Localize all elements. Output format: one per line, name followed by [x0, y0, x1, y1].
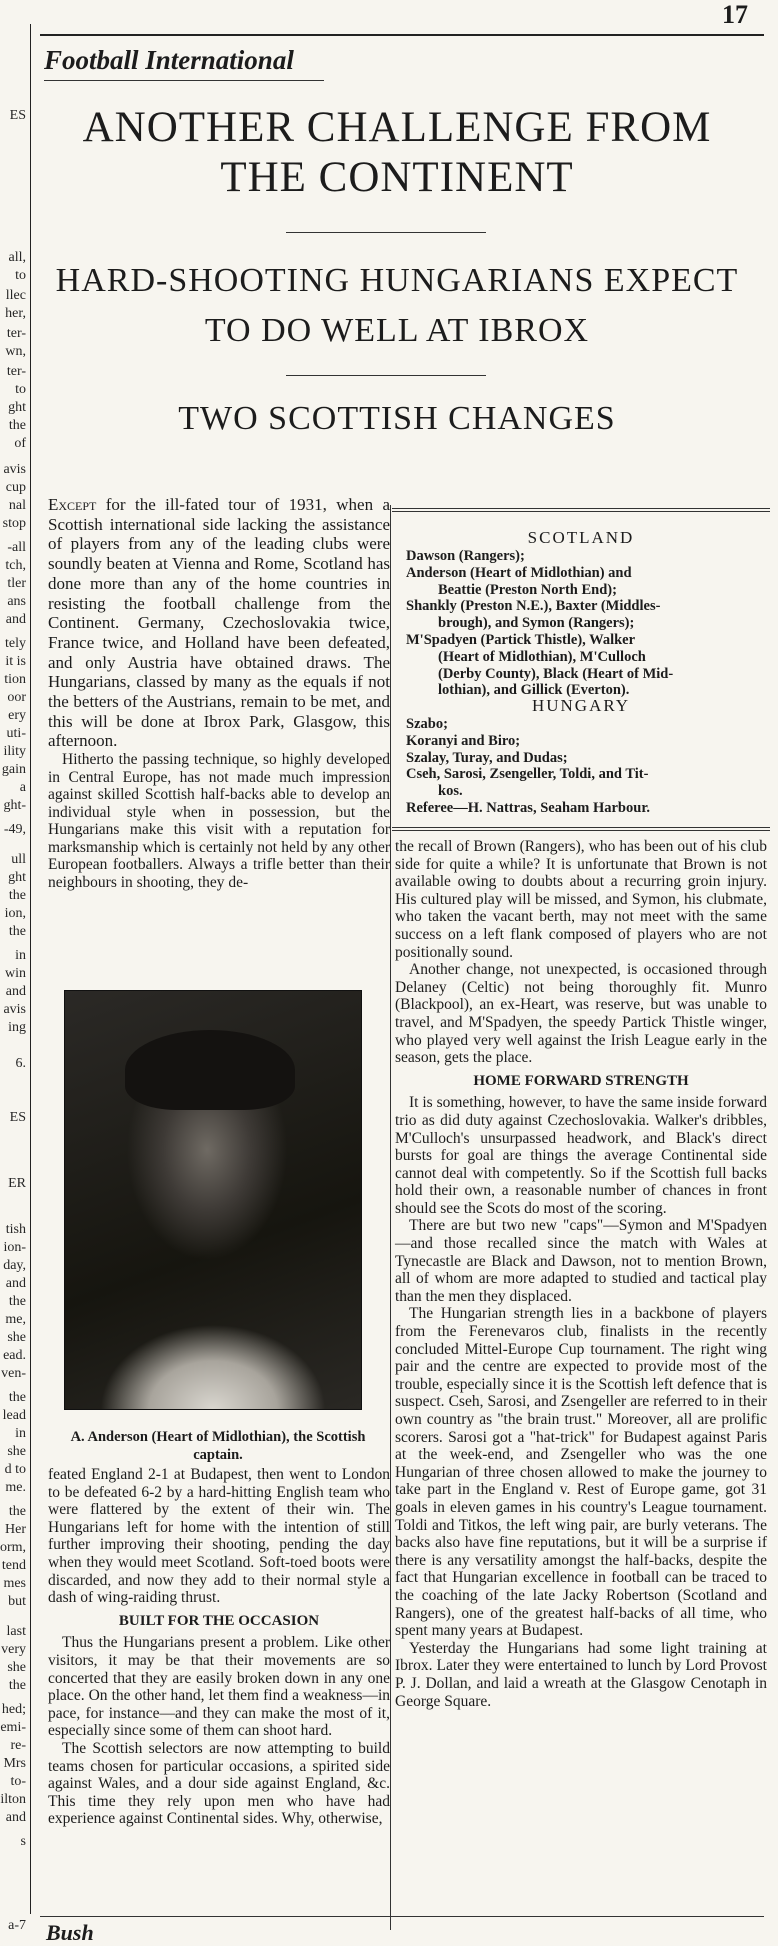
paragraph-recall-brown: the recall of Brown (Rangers), who has been out of his club side for quite a while? It is unfortunate that Brown is not available owing to doubts about a recurring groin injury. His cultured play will be missed, and Symon, his clubmate, who taken the vacant berth, may not meet with the same success on a left flank composed of players who are not positionally sound.: [395, 838, 767, 961]
margin-fragment: and: [5, 1276, 26, 1291]
margin-fragment: llec: [5, 288, 26, 303]
margin-fragment: hed;: [1, 1702, 26, 1717]
subhead-line-1: HARD-SHOOTING HUNGARIANS EXPECT: [55, 262, 739, 299]
paragraph-passing-technique: Hitherto the passing technique, so highly developed in Central Europe, has not made much impression against skilled Scottish half-backs able to develop an individual style when in possession, but the Hungarians make this visit with a reputation for marksmanship which is certainly not held by any other European footballers. Always a trifle better than their neighbours in shooting, they de-: [48, 751, 390, 891]
margin-fragment: very: [1, 1642, 26, 1657]
lineup-line: Szabo;: [406, 716, 448, 732]
margin-fragment: day,: [3, 1258, 26, 1273]
margin-fragment: orm,: [0, 1540, 26, 1555]
margin-fragment: ility: [3, 744, 26, 759]
lineup-line: brough), and Symon (Rangers);: [438, 615, 635, 632]
margin-fragment: ght: [8, 400, 26, 415]
top-rule: [40, 34, 764, 36]
margin-fragment: lead: [2, 1408, 26, 1423]
margin-fragment: and: [5, 984, 26, 999]
margin-fragment: the: [8, 1504, 26, 1519]
margin-fragment: ES: [9, 1110, 26, 1125]
margin-fragment: ter-: [6, 364, 26, 379]
next-article-fragment: Bush: [46, 1920, 94, 1945]
margin-fragment: the: [8, 1678, 26, 1693]
margin-fragment: last: [6, 1624, 26, 1639]
margin-fragment: oor: [7, 690, 26, 705]
paragraph-hungarian-strength: The Hungarian strength lies in a backbone of players from the Ferenevaros club, finalists in the recently concluded Mittel-Europe Cup tournament. The right wing pair and the centre are expected to provide most of the trouble, especially since it is the Scottish left defence that is suspect. Cseh, Sarosi, and Zsengeller are referred to in their own country as "the brain trust." Moreover, all are prolific scorers. Sarosi got a "hat-trick" for Budapest against Paris at the week-end, and Zsengeller who was the one Hungarian of three chosen allowed to make the journey to take part in the England v. Rest of Europe game, got 31 goals in eleven games in his country's League tournament. Toldi and Titkos, the left wing pair, are burly veterans. The backs also have fine reputations, but it will be a surprise if there is any versatility amongst the half-backs, despite the fact that Hungarian excellence in football can be traced to the coaching of the late Jacky Robertson (Scotland and Rangers), one of the greatest half-backs of all time, who spent many years at Budapest.: [395, 1305, 767, 1640]
intro-paragraph-text: for the ill-fated tour of 1931, when a Scottish international side lacking the assistance of players from any of the leading clubs were soundly beaten at Vienna and Rome, Scotland has done more than any of the home countries in resisting the football challenge from the Continent. Germany, Czechoslovakia twice, France twice, and Holland have been defeated, and only Austria have obtained draws. The Hungarians, classed by many as the equals if not the betters of the Austrians, remain to be met, and this will be done at Ibrox Park, Glasgow, this afternoon.: [48, 495, 390, 751]
margin-fragment: Mrs: [3, 1756, 26, 1771]
margin-fragment: she: [7, 1444, 26, 1459]
lineup-line: M'Spadyen (Partick Thistle), Walker: [406, 631, 636, 648]
margin-fragment: to: [15, 382, 26, 397]
lineup-scotland: [406, 548, 758, 699]
subhead-line-2: TO DO WELL AT IBROX: [204, 312, 590, 349]
margin-fragment: win: [5, 966, 26, 981]
margin-fragment: avis: [3, 462, 26, 477]
margin-fragment: the: [8, 1390, 26, 1405]
margin-fragment: tion: [4, 672, 26, 687]
margin-fragment: ES: [9, 108, 26, 123]
lineup-line: Shankly (Preston N.E.), Baxter (Middles-: [406, 598, 661, 615]
margin-fragment: the: [8, 418, 26, 433]
margin-fragment: re-: [10, 1738, 26, 1753]
margin-fragment: she: [7, 1660, 26, 1675]
paragraph-new-caps: There are but two new "caps"—Symon and M'Spadyen—and those recalled since the match with Wales at Tynecastle are Black and Dawson, not to mention Brown, all of whom are more adapted to studied and tactical play than the men they displaced.: [395, 1217, 767, 1305]
left-bottom-text: [48, 1466, 390, 1828]
margin-fragment: ven-: [1, 1366, 26, 1381]
heading-built-for-occasion: BUILT FOR THE OCCASION: [118, 1612, 320, 1629]
margin-fragment: the: [8, 924, 26, 939]
margin-fragment: all,: [8, 250, 26, 265]
margin-fragment: the: [8, 888, 26, 903]
team-box-rule-bottom: [392, 827, 770, 828]
paragraph-hungarian-problem: Thus the Hungarians present a problem. Like other visitors, it may be that their movements are so concerted that they are easily broken down in any one place. On the other hand, let them find a weakness—in pace, for instance—and they can make the most of it, especially since some of them can shoot hard.: [48, 1634, 390, 1740]
lineup-line: Koranyi and Biro;: [406, 732, 521, 749]
lineup-line: Cseh, Sarosi, Zsengeller, Toldi, and Tit-: [406, 766, 649, 783]
headline-rule: [286, 232, 486, 233]
photo-caption: A. Anderson (Heart of Midlothian), the Scottish captain.: [70, 1429, 366, 1463]
margin-fragment: tish: [5, 1222, 26, 1237]
lineup-line: Dawson (Rangers);: [406, 548, 525, 564]
lineup-line: Szalay, Turay, and Dudas;: [406, 749, 568, 766]
margin-fragment: gain: [1, 762, 26, 777]
margin-fragment: ery: [8, 708, 26, 723]
margin-fragment: tch,: [5, 558, 26, 573]
margin-fragment: wn,: [5, 344, 26, 359]
margin-fragment: tely: [5, 636, 26, 651]
margin-fragment: ull: [11, 852, 26, 867]
margin-fragment: uti-: [6, 726, 26, 741]
margin-fragment: nal: [8, 498, 26, 513]
margin-fragment: her,: [5, 306, 26, 321]
margin-fragment: ght: [8, 870, 26, 885]
margin-fragment: the: [8, 1294, 26, 1309]
paragraph-training-ibrox: Yesterday the Hungarians had some light training at Ibrox. Later they were entertained to lunch by Lord Provost P. J. Dollan, and laid a wreath at the Glasgow Cenotaph in George Square.: [395, 1639, 767, 1710]
section-label-rule: [44, 80, 324, 81]
margin-fragment: ion,: [4, 906, 26, 921]
lineup-line: Beattie (Preston North End);: [438, 581, 617, 598]
team-heading-hungary: HUNGARY: [531, 696, 631, 715]
dropcap-word: Except: [48, 495, 97, 514]
margin-fragment: tler: [7, 576, 26, 591]
margin-fragment: but: [8, 1594, 26, 1609]
margin-fragment: 6.: [15, 1056, 26, 1071]
lineup-line: (Heart of Midlothian), M'Culloch: [438, 648, 646, 665]
margin-fragment: in: [15, 948, 26, 963]
team-box-rule-top-double: [392, 511, 770, 512]
margin-fragment: ion-: [3, 1240, 26, 1255]
margin-fragment: ilton: [0, 1792, 26, 1807]
margin-fragment: ER: [8, 1176, 26, 1191]
margin-fragment: she: [7, 1330, 26, 1345]
lineup-line: Anderson (Heart of Midlothian) and: [406, 564, 632, 581]
team-box-rule-bottom-double: [392, 830, 770, 831]
intro-paragraph: [48, 495, 390, 751]
margin-fragment: and: [5, 1810, 26, 1825]
headline-line-1: ANOTHER CHALLENGE FROM: [82, 104, 712, 151]
bottom-rule: [40, 1916, 764, 1917]
subhead-rule: [286, 375, 486, 376]
team-box-rule-top: [392, 508, 770, 509]
margin-fragment: of: [14, 436, 26, 451]
margin-fragment: me.: [5, 1480, 26, 1495]
margin-fragment: emi-: [0, 1720, 26, 1735]
paragraph-another-change: Another change, not unexpected, is occasioned through Delaney (Celtic) not being thoroughly fit. Munro (Blackpool), an ex-Heart, was reserve, but was unable to travel, and M'Spadyen, the speedy Partick Thistle winger, who played very well against the Irish League early in the season, gets the place.: [395, 961, 767, 1067]
margin-fragment: ter-: [6, 326, 26, 341]
margin-fragment: ans: [7, 594, 26, 609]
paragraph-inside-forward-trio: It is something, however, to have the same inside forward trio as did duty against Czechoslovakia. Walker's dribbles, M'Culloch's unsurpassed headwork, and Black's direct bursts for goal are things the average Continental side cannot deal with competently. So if the Scottish full backs hold their own, a reasonable number of chances in front should see the Scots do most of the scoring.: [395, 1094, 767, 1217]
margin-fragment: to-: [10, 1774, 26, 1789]
margin-fragment: and: [5, 612, 26, 627]
column-divider: [390, 505, 391, 1930]
adjacent-column-fragments: [0, 0, 29, 1938]
margin-fragment: a-7: [8, 1918, 26, 1933]
margin-fragment: d to: [4, 1462, 26, 1477]
page-number: 17: [722, 0, 748, 29]
margin-fragment: -all: [7, 540, 26, 555]
margin-fragment: mes: [3, 1576, 26, 1591]
lineup-hungary: [406, 716, 758, 817]
margin-fragment: it is: [5, 654, 26, 669]
margin-fragment: s: [20, 1834, 26, 1849]
column-rule-left: [30, 24, 31, 1914]
margin-fragment: to: [15, 268, 26, 283]
lineup-line: Referee—H. Nattras, Seaham Harbour.: [406, 799, 651, 816]
captain-photo-hair: [125, 1030, 295, 1110]
paragraph-england-match: feated England 2-1 at Budapest, then went to London to be defeated 6-2 by a hard-hitting English team who were flattered by the extent of their win. The Hungarians left for home with the intention of still further improving their shooting, pending the day when they would meet Scotland. Soft-toed boots were discarded, and now they add to their normal style a dash of wing-raiding thrust.: [48, 1466, 390, 1607]
margin-fragment: ght-: [3, 798, 26, 813]
heading-home-forward-strength: HOME FORWARD STRENGTH: [473, 1072, 689, 1089]
margin-fragment: Her: [5, 1522, 26, 1537]
paragraph-scottish-selectors: The Scottish selectors are now attempting to build teams chosen for particular occasions, a spirited side against Wales, and a dour side against England, &c. This time they rely upon men who have had experience against Continental sides. Why, otherwise,: [48, 1739, 390, 1828]
lineup-line: kos.: [438, 783, 463, 800]
lineup-line: (Derby County), Black (Heart of Mid-: [438, 665, 674, 682]
margin-fragment: avis: [3, 1002, 26, 1017]
team-heading-scotland: SCOTLAND: [527, 528, 635, 547]
margin-fragment: ead.: [3, 1348, 26, 1363]
intro-text: [48, 495, 390, 891]
margin-fragment: -49,: [3, 822, 26, 837]
headline-line-2: THE CONTINENT: [220, 154, 574, 201]
margin-fragment: me,: [5, 1312, 26, 1327]
right-column-text: [395, 838, 767, 1710]
lineup-line: lothian), and Gillick (Everton).: [438, 682, 630, 699]
margin-fragment: a: [19, 780, 26, 795]
margin-fragment: tend: [1, 1558, 26, 1573]
subhead-line-3: TWO SCOTTISH CHANGES: [178, 400, 616, 437]
section-label: Football International: [44, 45, 294, 75]
margin-fragment: in: [15, 1426, 26, 1441]
margin-fragment: stop: [2, 516, 26, 531]
margin-fragment: ing: [8, 1020, 26, 1035]
margin-fragment: cup: [5, 480, 26, 495]
